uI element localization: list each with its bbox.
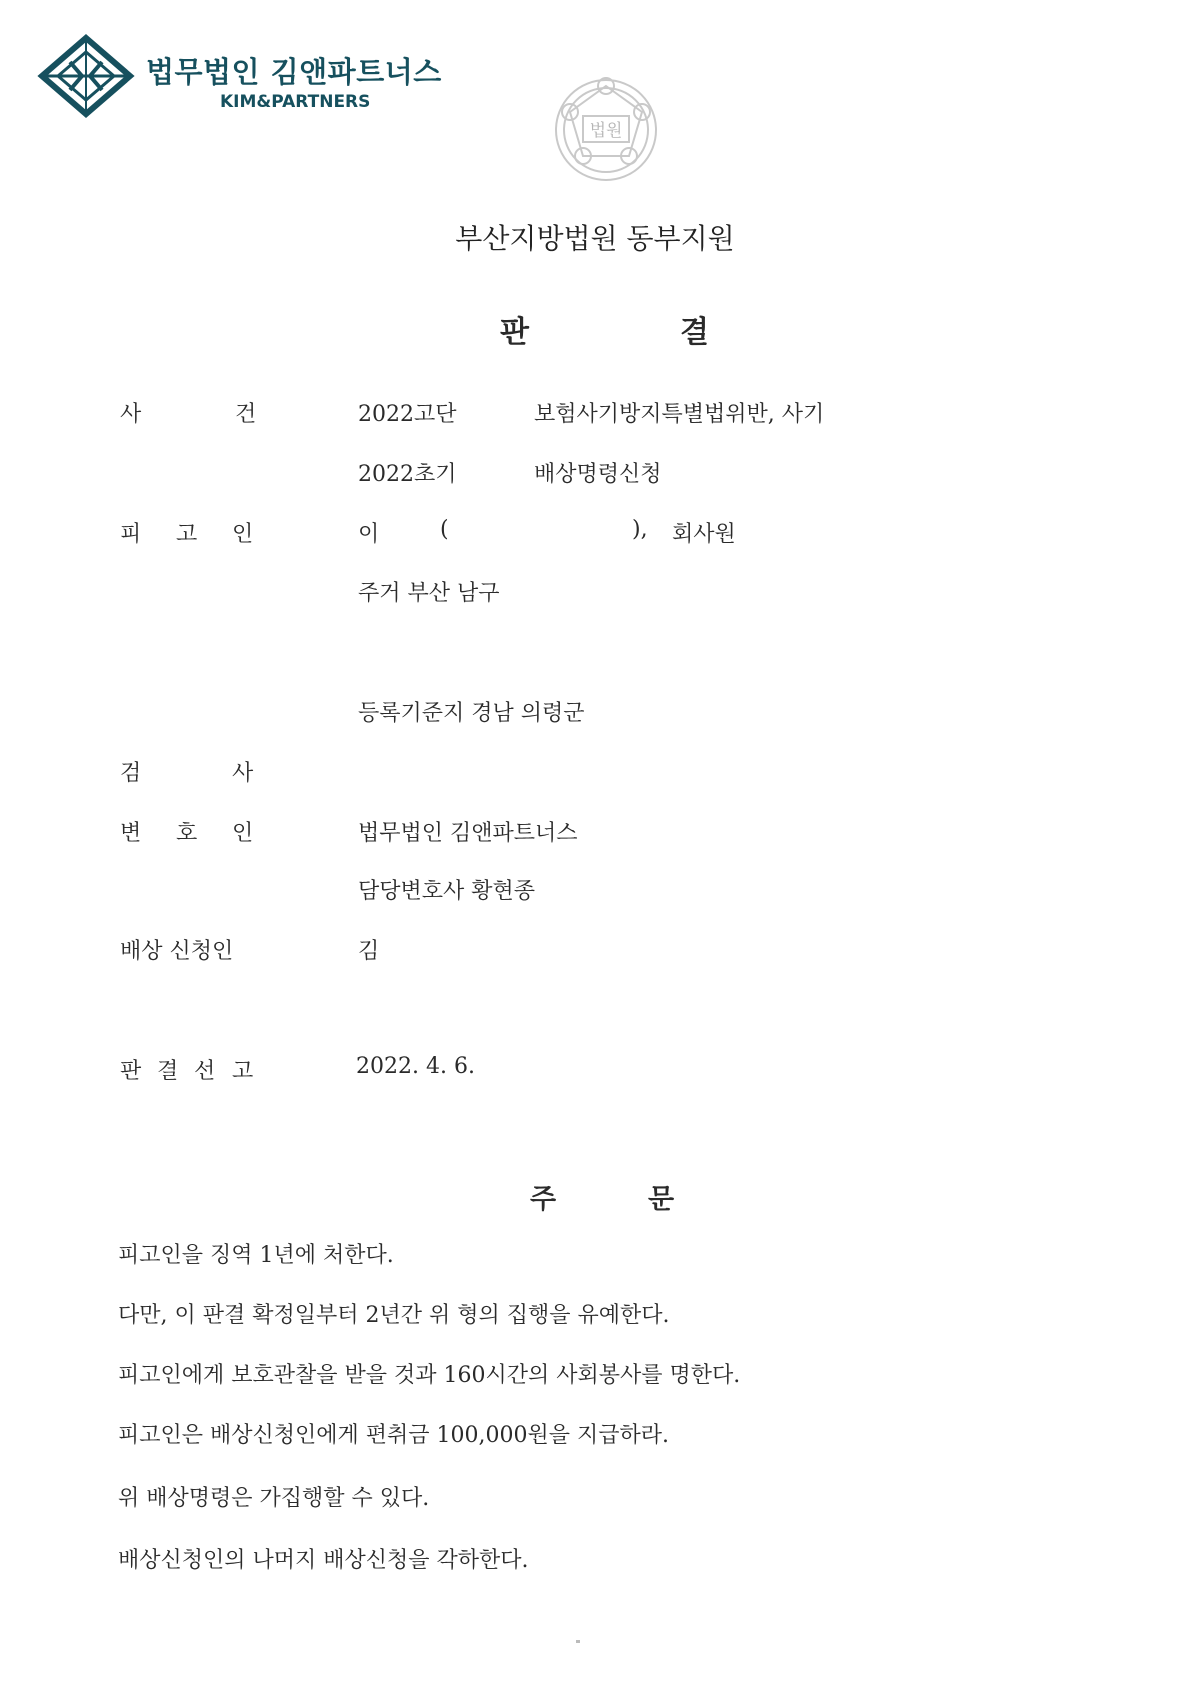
defendant-label-1: 피 [120, 522, 142, 547]
seal-text: 법원 [589, 121, 623, 141]
case-label-1: 사 [120, 402, 142, 427]
defendant-residence: 주거 부산 남구 [358, 581, 500, 606]
law-firm-emblem-icon [36, 34, 136, 119]
order-line: 피고인은 배상신청인에게 편취금 100,000원을 지급하라. [118, 1423, 669, 1448]
judgment-date-label-2: 결 [157, 1059, 179, 1084]
order-line: 피고인을 징역 1년에 처한다. [118, 1243, 394, 1268]
firm-name-english: KIM&PARTNERS [220, 92, 371, 112]
counsel-label-3: 인 [232, 821, 254, 846]
applicant-name: 김 [358, 939, 380, 964]
case-name-1: 보험사기방지특별법위반, 사기 [534, 402, 825, 427]
defendant-paren-open: ( [440, 517, 449, 542]
defendant-occupation: 회사원 [672, 522, 736, 547]
scan-speck [576, 1640, 580, 1643]
defendant-name: 이 [358, 522, 380, 547]
order-line: 배상신청인의 나머지 배상신청을 각하한다. [118, 1548, 529, 1573]
judgment-date-label-1: 판 [120, 1059, 142, 1084]
judgment-date-value: 2022. 4. 6. [356, 1054, 475, 1079]
order-line: 위 배상명령은 가집행할 수 있다. [118, 1486, 430, 1511]
case-name-2: 배상명령신청 [534, 462, 662, 487]
defendant-label-3: 인 [232, 522, 254, 547]
defendant-label-2: 고 [176, 522, 198, 547]
judgment-title-left: 판 [500, 315, 529, 350]
case-label-2: 건 [235, 402, 257, 427]
court-name: 부산지방법원 동부지원 [455, 222, 735, 255]
applicant-label: 배상 신청인 [120, 939, 234, 964]
court-seal [541, 72, 671, 194]
defendant-paren-close: ), [632, 517, 648, 542]
prosecutor-label-1: 검 [120, 761, 142, 786]
counsel-label-2: 호 [176, 821, 198, 846]
case-number-1: 2022고단 [358, 402, 457, 427]
case-number-2: 2022초기 [358, 462, 457, 487]
judgment-title-right: 결 [680, 315, 709, 350]
order-line: 다만, 이 판결 확정일부터 2년간 위 형의 집행을 유예한다. [118, 1303, 670, 1328]
order-line: 피고인에게 보호관찰을 받을 것과 160시간의 사회봉사를 명한다. [118, 1363, 741, 1388]
judgment-date-label-3: 선 [194, 1059, 216, 1084]
law-firm-logo [36, 34, 456, 119]
judgment-date-label-4: 고 [232, 1059, 254, 1084]
counsel-firm: 법무법인 김앤파트너스 [358, 821, 578, 846]
counsel-label-1: 변 [120, 821, 142, 846]
firm-name-korean: 법무법인 김앤파트너스 [146, 55, 442, 89]
prosecutor-label-2: 사 [232, 761, 254, 786]
court-seal-icon [541, 72, 671, 194]
order-heading-right: 문 [648, 1184, 675, 1215]
order-heading-left: 주 [530, 1184, 557, 1215]
counsel-attorney: 담당변호사 황현종 [358, 879, 536, 904]
defendant-registered-domicile: 등록기준지 경남 의령군 [358, 701, 585, 726]
